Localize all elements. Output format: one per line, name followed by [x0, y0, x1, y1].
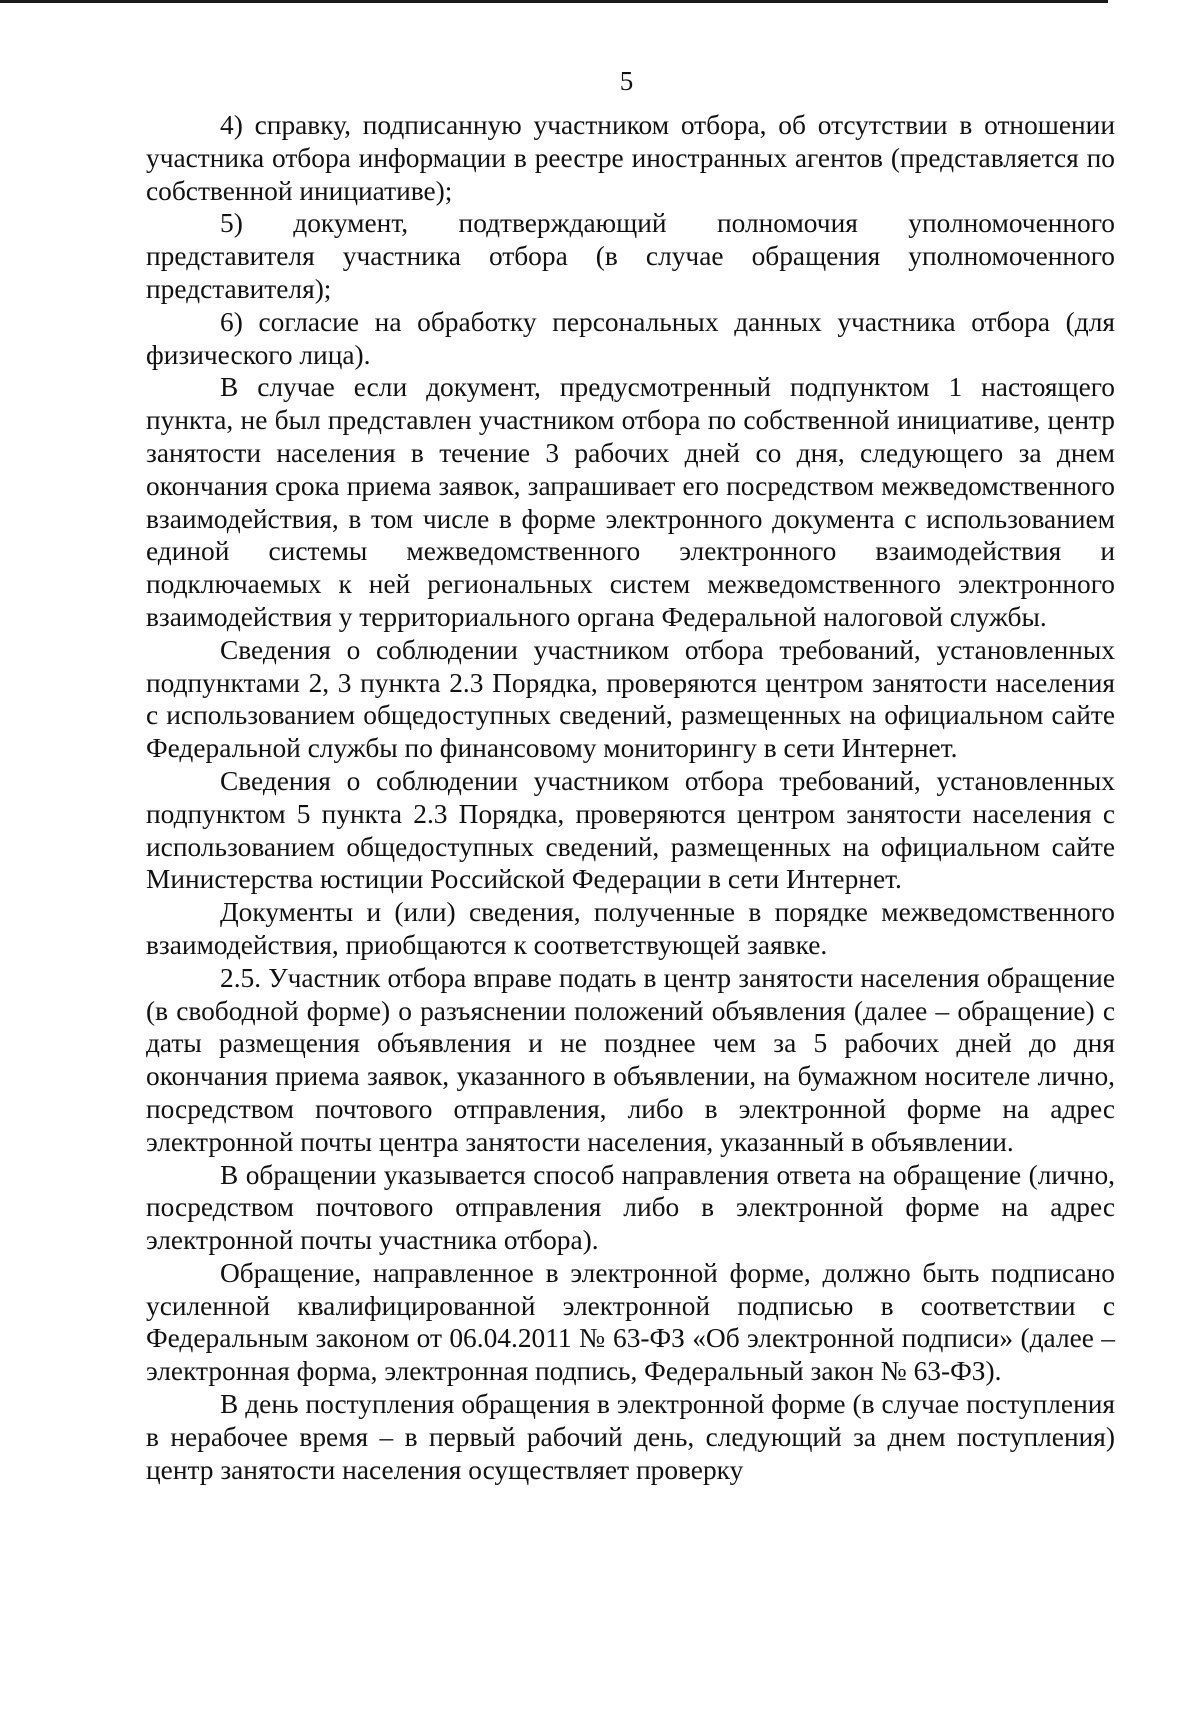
- paragraph-receipt-check: В день поступления обращения в электронной форме (в случае поступления в нерабочее время – в первый рабочий день, следующий за днем поступления) центр занятости населения осуществляет проверку: [146, 1389, 1115, 1485]
- paragraph-documents-attached: Документы и (или) сведения, полученные в порядке межведомственного взаимодействия, приобщаются к соответствующей заявке.: [146, 897, 1115, 960]
- paragraph-electronic-signature: Обращение, направленное в электронной форме, должно быть подписано усиленной квалифицированной электронной подписью в соответствии с Федеральным законом от 06.04.2011 № 63-ФЗ «Об электронной подписи» (далее – электронная форма, электронная подпись, Федеральный закон № 63-ФЗ).: [146, 1257, 1115, 1387]
- paragraph-item-4: 4) справку, подписанную участником отбора, об отсутствии в отношении участника отбора информации в реестре иностранных агентов (представляется по собственной инициативе);: [146, 110, 1115, 206]
- page-number: 5: [619, 66, 634, 96]
- paragraph-item-5: 5) документ, подтверждающий полномочия уполномоченного представителя участника отбора (в случае обращения уполномоченного представителя);: [146, 208, 1115, 304]
- document-body: [146, 109, 1115, 1486]
- paragraph-response-method: В обращении указывается способ направления ответа на обращение (лично, посредством почтового отправления либо в электронной форме на адрес электронной почты участника отбора).: [146, 1159, 1115, 1256]
- paragraph-rosfinmonitoring-check: Сведения о соблюдении участником отбора требований, установленных подпунктами 2, 3 пункта 2.3 Порядка, проверяются центром занятости населения с использованием общедоступных сведений, размещенных на официальном сайте Федеральной службы по финансовому мониторингу в сети Интернет.: [146, 634, 1115, 764]
- paragraph-section-2-5: 2.5. Участник отбора вправе подать в центр занятости населения обращение (в свободной форме) о разъяснении положений объявления (далее – обращение) с даты размещения объявления и не позднее чем за 5 рабочих дней до дня окончания приема заявок, указанного в объявлении, на бумажном носителе лично, посредством почтового отправления, либо в электронной форме на адрес электронной почты центра занятости населения, указанный в объявлении.: [146, 962, 1115, 1157]
- paragraph-item-6: 6) согласие на обработку персональных данных участника отбора (для физического лица).: [146, 306, 1115, 370]
- paragraph-minjust-check: Сведения о соблюдении участником отбора требований, установленных подпунктом 5 пункта 2.3 Порядка, проверяются центром занятости населения с использованием общедоступных сведений, размещенных на официальном сайте Министерства юстиции Российской Федерации в сети Интернет.: [146, 765, 1115, 895]
- top-scan-border: [0, 0, 1108, 3]
- paragraph-interagency-request: В случае если документ, предусмотренный подпунктом 1 настоящего пункта, не был представлен участником отбора по собственной инициативе, центр занятости населения в течение 3 рабочих дней со дня, следующего за днем окончания срока приема заявок, запрашивает его посредством межведомственного взаимодействия, в том числе в форме электронного документа с использованием единой системы межведомственного электронного взаимодействия и подключаемых к ней региональных систем межведомственного электронного взаимодействия у территориального органа Федеральной налоговой службы.: [146, 372, 1115, 632]
